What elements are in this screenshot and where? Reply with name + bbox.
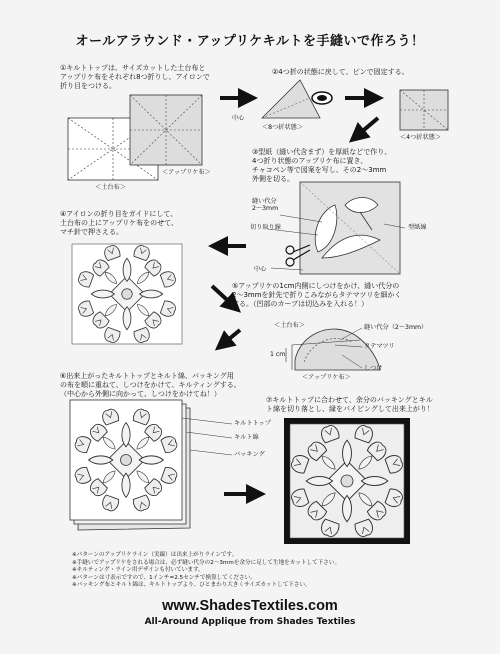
website-url: www.ShadesTextiles.com <box>162 598 338 614</box>
base-cloth-label: ＜土台布＞ <box>95 184 126 191</box>
note-item: ※キルティング・ライン用デザインも付いています。 <box>72 567 204 574</box>
step-4-text: ④アイロンの折り目をガイドにして、 土台布の上にアップリケ布をのせて、 マチ針で押さえる。 <box>60 210 178 236</box>
quilt-batting-label: キルト綿 <box>234 434 259 441</box>
backing-label: バッキング <box>234 451 265 458</box>
center-label-1: 中心 <box>232 115 245 122</box>
tatematsuri-label: タテマツリ <box>364 343 395 350</box>
pattern-square <box>268 182 405 274</box>
step-7-text: ⑦キルトトップに合わせて、余分のバッキングとキル ト綿を切り落とし、縁をパイピングして出来上がり！ <box>266 396 434 413</box>
quilt-top-label: キルトトップ <box>234 420 271 427</box>
layered-quilt <box>70 400 232 530</box>
note-item: ※バッキング布とキルト綿は、キルトトップより、ひとまわり大きくサイズカットして下さい。 <box>72 582 311 589</box>
step-6-text: ⑥出来上がったキルトトップとキルト綿、バッキング用 の布を順に重ねて、しつけをかけて、キルティングする。 （中心から外側に向かって、しつけをかけてね！） <box>60 372 241 398</box>
cut-line-label: 切り取り線 <box>250 224 281 231</box>
four-fold-square <box>400 90 448 130</box>
note-item: ※手縫いでアップリケをされる場合は、必ず縫い代分の2～3mmを余分に足して生地をカットして下さい。 <box>72 559 341 566</box>
page-title: オールアラウンド・アップリケキルトを手縫いで作ろう！ <box>75 34 425 49</box>
step-1-text: ①キルトトップは、サイズカットした土台布と アップリケ布をそれぞれ8つ折りし、アイロンで 折り目をつける。 <box>60 64 210 90</box>
one-cm-label: 1 cm <box>270 351 286 358</box>
basting-label: しつけ <box>364 365 383 372</box>
footer-subtitle: All-Around Applique from Shades Textiles <box>144 617 356 627</box>
step-3-text: ③型紙（縫い代含まず）を厚紙などで作り、 4つ折り状態のアップリケ布に置き、 チャコペン等で図案を写し、その2～3mm 外側を切る。 <box>252 148 392 183</box>
applique-cloth-square <box>130 95 202 165</box>
four-fold-label: ＜4つ折状態＞ <box>400 134 442 141</box>
base-cloth-label-2: ＜土台布＞ <box>274 322 305 329</box>
note-item: ※パターンは寸表示ですので、1インチ=2.5センチで換算してください。 <box>72 574 256 581</box>
seam-allowance-label: 縫い代分 2～3mm <box>252 198 279 212</box>
applique-cloth-label-2: ＜アップリケ布＞ <box>302 374 351 381</box>
step-2-text: ②4つ折の状態に戻して、ピンで固定する。 <box>272 68 409 76</box>
eight-fold-label: ＜8つ折状態＞ <box>262 124 304 131</box>
seam-allowance-label-2: 縫い代分（2～3mm） <box>364 324 428 331</box>
note-item: ※パターンのアップリケライン（実線）は出来上がりラインです。 <box>72 552 238 558</box>
applique-cloth-label: ＜アップリケ布＞ <box>162 169 211 176</box>
pattern-line-label: 型紙線 <box>408 224 427 231</box>
center-label-2: 中心 <box>254 266 267 273</box>
finished-quilt <box>284 418 410 544</box>
notes-list <box>72 552 340 590</box>
eight-fold-triangle <box>262 80 332 118</box>
step-5-text: ⑤アップリケの1cm内側にしつけをかけ、縫い代分の 2～3mmを針先で折りこみながらタテマツリを細かく する。（凹部のカーブは切込みを入れる！） <box>232 282 402 308</box>
